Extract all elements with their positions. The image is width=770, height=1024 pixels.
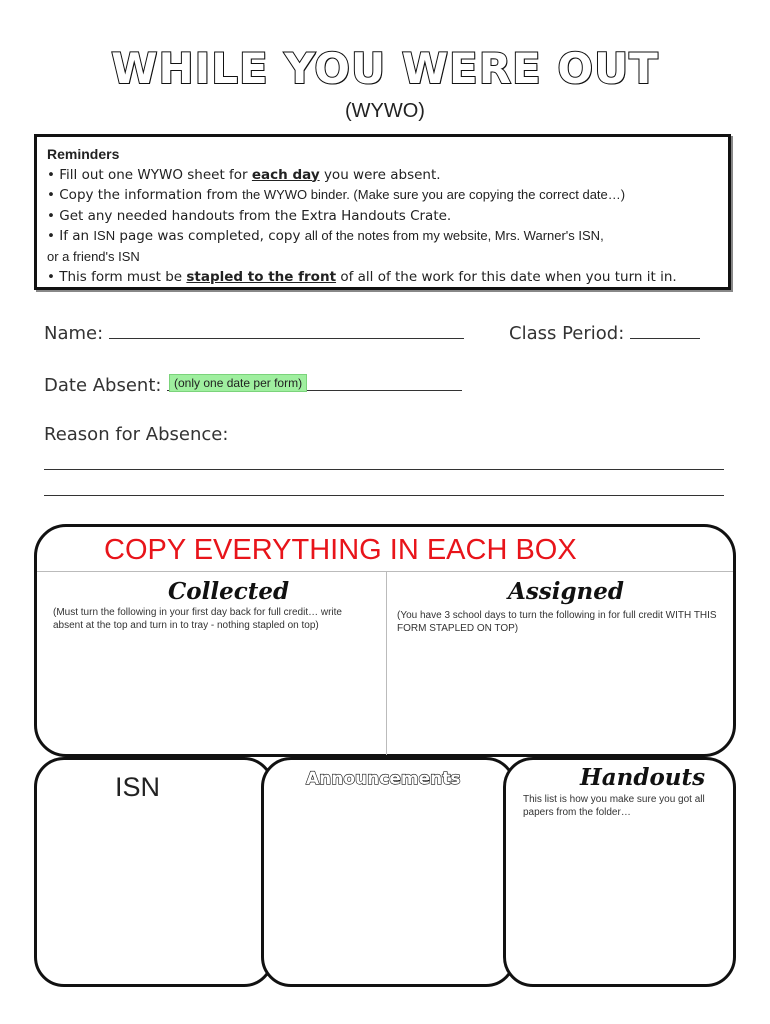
name-line[interactable]: [109, 320, 464, 339]
handouts-note: This list is how you make sure you got all papers from the folder…: [523, 794, 705, 818]
page-title: WHILE YOU WERE OUT: [111, 44, 659, 93]
handouts-box: [503, 757, 736, 987]
date-hint: (only one date per form): [169, 374, 307, 392]
class-period-label: Class Period:: [509, 323, 625, 344]
reminder-text: the WYWO binder. (Make sure you are copying the correct date…): [242, 187, 626, 202]
reminder-text: ISN: [93, 228, 116, 243]
collected-note: (Must turn the following in your first day back for full credit… write absent at the top and turn in to tray - nothing stapled on top): [53, 607, 342, 631]
reminder-emphasis: each day: [251, 166, 320, 183]
box-divider-horizontal: [37, 571, 733, 572]
name-label: Name:: [44, 323, 104, 344]
collected-title: Collected: [168, 578, 290, 605]
reminder-emphasis: stapled to the front: [186, 269, 337, 285]
isn-title: ISN: [115, 772, 161, 802]
reason-line-1[interactable]: [44, 469, 724, 470]
reminder-item: [47, 165, 718, 186]
reminder-text: of all of the work for this date when you turn it in.: [336, 269, 677, 285]
reminder-item: [47, 185, 718, 206]
reminder-item: [47, 206, 718, 227]
assigned-title: Assigned: [508, 578, 624, 605]
class-period-line[interactable]: [630, 320, 700, 339]
reminder-text: or a friend's ISN: [47, 248, 140, 264]
box-divider-vertical: [386, 571, 387, 755]
announcements-title: Announcements: [306, 769, 461, 789]
reminder-text: you were absent.: [319, 166, 441, 183]
reminders-box: [34, 134, 731, 290]
reminders-heading: Reminders: [47, 146, 120, 162]
reason-label: Reason for Absence:: [44, 424, 229, 445]
announcements-box: [261, 757, 516, 987]
page-subtitle: (WYWO): [345, 100, 425, 122]
reminder-text: • Fill out one WYWO sheet for: [47, 166, 252, 183]
reminder-item: [47, 267, 718, 288]
reminder-text: • Copy the information from: [47, 187, 243, 203]
name-field[interactable]: [44, 320, 464, 344]
class-period-field[interactable]: [509, 320, 700, 344]
reminder-text: • This form must be: [47, 269, 187, 285]
reminder-text: • If an: [47, 228, 94, 244]
copy-everything-title: COPY EVERYTHING IN EACH BOX: [104, 534, 577, 566]
handouts-title: Handouts: [580, 764, 706, 791]
reminder-text: • Get any needed handouts from the Extra Handouts Crate.: [47, 207, 452, 224]
date-absent-label: Date Absent:: [44, 375, 162, 396]
reason-line-2[interactable]: [44, 495, 724, 496]
reminder-text: all of the notes from my website, Mrs. Warner's ISN,: [304, 228, 604, 243]
reminder-text: page was completed, copy: [115, 228, 305, 244]
reminder-item: [47, 226, 718, 247]
assigned-note: (You have 3 school days to turn the following in for full credit WITH THIS FORM STAPLED ON TOP): [397, 610, 717, 634]
reminder-item: [47, 247, 718, 268]
